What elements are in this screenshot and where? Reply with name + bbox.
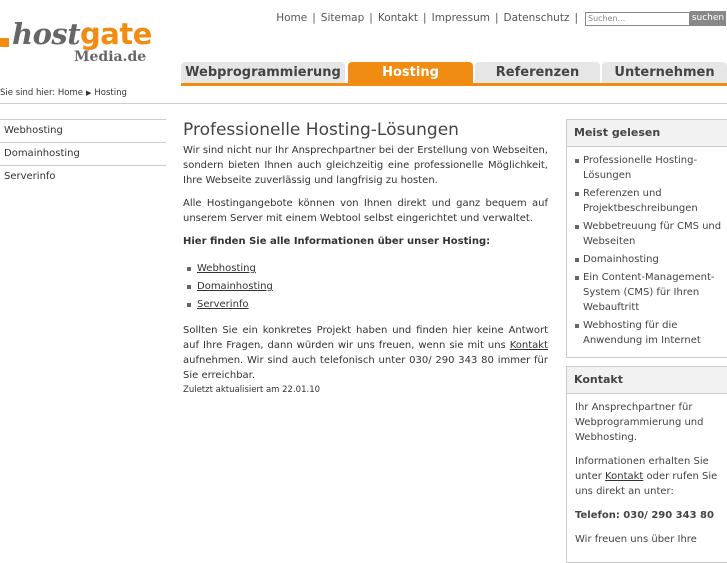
most-read-item[interactable]: Webbetreuung für CMS und Webseiten (575, 219, 722, 249)
tab-webprogrammierung[interactable]: Webprogrammierung (181, 62, 345, 83)
breadcrumb-divider (0, 103, 727, 104)
contact-link[interactable]: Kontakt (509, 340, 548, 351)
contact-text-after: aufnehmen. Wir sind auch telefonisch unter 030/ 290 343 80 immer für Sie erreichbar. (183, 355, 548, 381)
most-read-title: Meist gelesen (567, 120, 727, 147)
topnav-kontakt[interactable]: Kontakt (377, 12, 419, 24)
info-heading: Hier finden Sie alle Informationen über unser Hosting: (183, 236, 491, 247)
most-read-item[interactable]: Webhosting für die Anwendung im Internet (575, 318, 722, 348)
tab-hosting[interactable]: Hosting (348, 62, 473, 83)
tab-underline (181, 83, 727, 86)
link-serverinfo[interactable]: Serverinfo (197, 299, 249, 310)
contact-box (566, 366, 727, 563)
breadcrumb (0, 88, 127, 98)
most-read-box (566, 119, 727, 358)
link-domainhosting[interactable]: Domainhosting (197, 281, 273, 292)
contact-info-before: Informationen erhalten Sie unter (575, 456, 709, 482)
webtool-paragraph: Alle Hostingangebote können von Ihnen direkt und ganz bequem auf unserem Server mit einem Webtool selbst eingerichtet und verwaltet. (183, 198, 548, 224)
sidebar-item-domainhosting[interactable]: Domainhosting (0, 142, 166, 165)
most-read-item[interactable]: Professionelle Hosting-Lösungen (575, 153, 722, 183)
topnav-home[interactable]: Home (276, 12, 308, 24)
logo[interactable] (0, 14, 150, 69)
contact-text-before: Sollten Sie ein konkretes Projekt haben und finden hier keine Antwort auf Ihre Fragen, dann würden wir uns freuen, wenn sie mit uns (183, 325, 548, 351)
logo-dot (0, 38, 9, 47)
contact-box-closing: Wir freuen uns über Ihre (575, 534, 697, 545)
most-read-item[interactable]: Referenzen und Projektbeschreibungen (575, 186, 722, 216)
tab-unternehmen[interactable]: Unternehmen (602, 62, 727, 83)
sidebar-item-webhosting[interactable]: Webhosting (0, 119, 166, 142)
intro-paragraph: Wir sind nicht nur Ihr Ansprechpartner bei der Erstellung von Webseiten, sondern bieten Ihnen auch gleichzeitig eine professionelle Möglichkeit, Ihre Webseite zuverlässig und langfrisig zu hosten. (183, 145, 548, 186)
most-read-item[interactable]: Domainhosting (575, 252, 722, 267)
search-input[interactable]: Suchen... (585, 12, 690, 26)
breadcrumb-prefix: Sie sind hier: (0, 88, 56, 98)
most-read-list (575, 153, 722, 348)
contact-box-link[interactable]: Kontakt (605, 471, 644, 482)
tab-referenzen[interactable]: Referenzen (475, 62, 600, 83)
topnav-impressum[interactable]: Impressum (431, 12, 490, 24)
logo-media: Media.de (74, 49, 147, 65)
topnav-sitemap[interactable]: Sitemap (320, 12, 365, 24)
list-item (183, 296, 548, 314)
sidebar-navigation (0, 119, 166, 188)
contact-phone: Telefon: 030/ 290 343 80 (575, 510, 714, 521)
contact-box-intro: Ihr Ansprechpartner für Webprogrammierung und Webhosting. (575, 402, 704, 443)
search-button[interactable]: suchen (690, 11, 726, 26)
breadcrumb-arrow-icon: ▶ (85, 89, 92, 97)
last-updated: Zuletzt aktualisiert am 22.01.10 (183, 385, 321, 395)
breadcrumb-current: Hosting (94, 88, 127, 98)
link-webhosting[interactable]: Webhosting (197, 263, 256, 274)
top-navigation: Home | Sitemap | Kontakt | Impressum | Datenschutz | (276, 12, 578, 24)
logo-gate: gate (80, 17, 152, 51)
list-item (183, 278, 548, 296)
logo-host: host (12, 17, 81, 51)
contact-box-info (575, 454, 722, 499)
contact-paragraph (183, 323, 548, 383)
sidebar-item-serverinfo[interactable]: Serverinfo (0, 165, 166, 188)
list-item (183, 260, 548, 278)
breadcrumb-home[interactable]: Home (57, 88, 83, 98)
contact-box-title: Kontakt (567, 367, 727, 394)
hosting-links (183, 260, 548, 314)
most-read-item[interactable]: Ein Content-Management-System (CMS) für Ihren Webauftritt (575, 270, 722, 315)
page-title: Professionelle Hosting-Lösungen (183, 120, 459, 140)
topnav-datenschutz[interactable]: Datenschutz (503, 12, 570, 24)
contact-info-after: oder rufen Sie uns direkt an unter: (575, 471, 718, 497)
main-content (183, 120, 548, 398)
